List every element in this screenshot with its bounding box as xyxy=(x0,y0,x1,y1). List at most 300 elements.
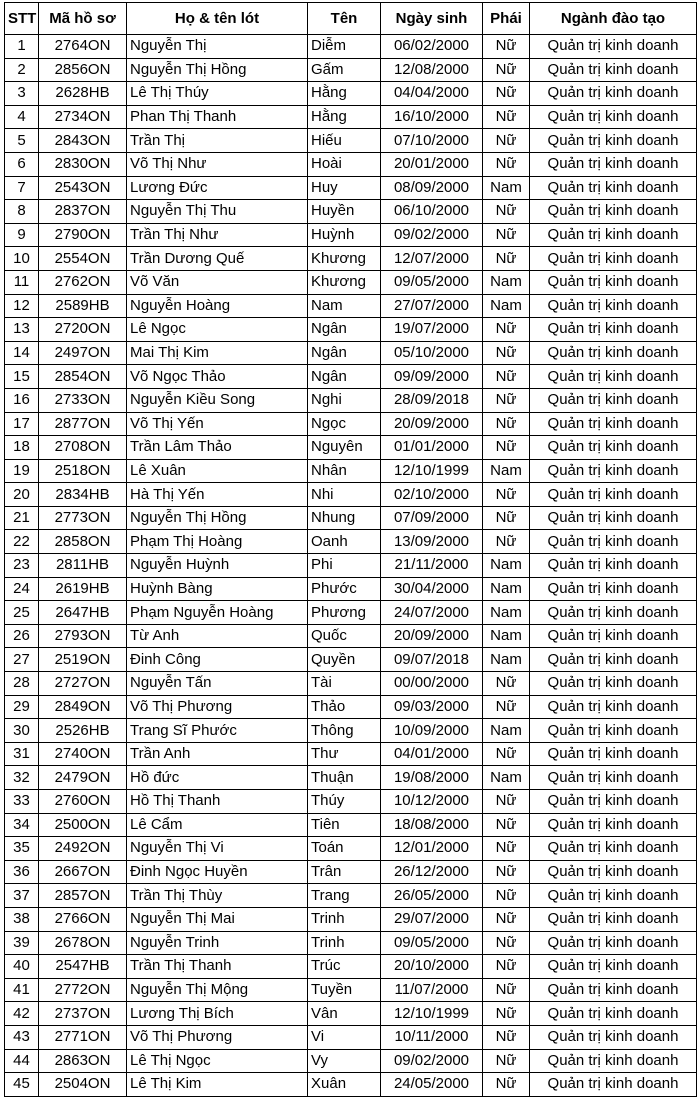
cell-nganh-dao-tao: Quản trị kinh doanh xyxy=(530,955,697,979)
cell-phai: Nam xyxy=(483,601,530,625)
cell-ho-ten-lot: Từ Anh xyxy=(127,624,308,648)
cell-ho-ten-lot: Lê Thị Thúy xyxy=(127,82,308,106)
cell-ho-ten-lot: Mai Thị Kim xyxy=(127,341,308,365)
cell-stt: 13 xyxy=(5,318,39,342)
table-row xyxy=(5,907,697,931)
student-list-sheet xyxy=(4,2,696,1097)
cell-nganh-dao-tao: Quản trị kinh doanh xyxy=(530,931,697,955)
cell-ho-ten-lot: Nguyễn Trinh xyxy=(127,931,308,955)
cell-phai: Nữ xyxy=(483,860,530,884)
cell-phai: Nữ xyxy=(483,35,530,59)
cell-ngay-sinh: 20/10/2000 xyxy=(381,955,483,979)
cell-ma-ho-so: 2830ON xyxy=(39,152,127,176)
cell-ma-ho-so: 2834HB xyxy=(39,483,127,507)
cell-ma-ho-so: 2479ON xyxy=(39,766,127,790)
header-ho-ten-lot: Họ & tên lót xyxy=(127,3,308,35)
cell-nganh-dao-tao: Quản trị kinh doanh xyxy=(530,459,697,483)
table-row xyxy=(5,388,697,412)
cell-ten: Hoài xyxy=(308,152,381,176)
cell-stt: 12 xyxy=(5,294,39,318)
cell-ten: Tài xyxy=(308,672,381,696)
cell-ngay-sinh: 07/10/2000 xyxy=(381,129,483,153)
table-row xyxy=(5,506,697,530)
cell-ho-ten-lot: Trang Sĩ Phước xyxy=(127,719,308,743)
table-row xyxy=(5,766,697,790)
cell-ma-ho-so: 2628HB xyxy=(39,82,127,106)
cell-nganh-dao-tao: Quản trị kinh doanh xyxy=(530,58,697,82)
cell-ngay-sinh: 09/09/2000 xyxy=(381,365,483,389)
cell-stt: 43 xyxy=(5,1025,39,1049)
cell-ten: Gấm xyxy=(308,58,381,82)
cell-ten: Nhi xyxy=(308,483,381,507)
cell-phai: Nữ xyxy=(483,695,530,719)
cell-ngay-sinh: 28/09/2018 xyxy=(381,388,483,412)
cell-ma-ho-so: 2854ON xyxy=(39,365,127,389)
cell-ma-ho-so: 2708ON xyxy=(39,436,127,460)
cell-ngay-sinh: 11/07/2000 xyxy=(381,978,483,1002)
cell-ho-ten-lot: Hồ đức xyxy=(127,766,308,790)
cell-ngay-sinh: 04/01/2000 xyxy=(381,742,483,766)
cell-ten: Nguyên xyxy=(308,436,381,460)
cell-ma-ho-so: 2858ON xyxy=(39,530,127,554)
table-row xyxy=(5,695,697,719)
table-row xyxy=(5,341,697,365)
cell-ho-ten-lot: Lê Thị Kim xyxy=(127,1073,308,1097)
cell-ten: Nhân xyxy=(308,459,381,483)
cell-ngay-sinh: 12/08/2000 xyxy=(381,58,483,82)
cell-stt: 3 xyxy=(5,82,39,106)
cell-ten: Trinh xyxy=(308,931,381,955)
cell-phai: Nữ xyxy=(483,82,530,106)
table-row xyxy=(5,837,697,861)
cell-ten: Thư xyxy=(308,742,381,766)
cell-nganh-dao-tao: Quản trị kinh doanh xyxy=(530,365,697,389)
table-row xyxy=(5,742,697,766)
cell-phai: Nữ xyxy=(483,742,530,766)
header-stt: STT xyxy=(5,3,39,35)
cell-ma-ho-so: 2877ON xyxy=(39,412,127,436)
cell-ngay-sinh: 10/09/2000 xyxy=(381,719,483,743)
cell-ma-ho-so: 2849ON xyxy=(39,695,127,719)
cell-ngay-sinh: 21/11/2000 xyxy=(381,554,483,578)
cell-ngay-sinh: 19/08/2000 xyxy=(381,766,483,790)
cell-ten: Vy xyxy=(308,1049,381,1073)
cell-phai: Nữ xyxy=(483,1049,530,1073)
cell-ten: Khương xyxy=(308,270,381,294)
table-row xyxy=(5,436,697,460)
cell-phai: Nữ xyxy=(483,223,530,247)
table-row xyxy=(5,601,697,625)
table-row xyxy=(5,955,697,979)
cell-stt: 20 xyxy=(5,483,39,507)
cell-ngay-sinh: 12/10/1999 xyxy=(381,459,483,483)
cell-stt: 1 xyxy=(5,35,39,59)
cell-ten: Trang xyxy=(308,884,381,908)
cell-phai: Nam xyxy=(483,554,530,578)
cell-ten: Hiếu xyxy=(308,129,381,153)
cell-nganh-dao-tao: Quản trị kinh doanh xyxy=(530,82,697,106)
cell-ma-ho-so: 2519ON xyxy=(39,648,127,672)
cell-phai: Nữ xyxy=(483,506,530,530)
cell-ngay-sinh: 20/09/2000 xyxy=(381,412,483,436)
cell-phai: Nữ xyxy=(483,388,530,412)
table-row xyxy=(5,58,697,82)
cell-ho-ten-lot: Võ Thị Như xyxy=(127,152,308,176)
cell-stt: 31 xyxy=(5,742,39,766)
cell-phai: Nữ xyxy=(483,200,530,224)
cell-stt: 28 xyxy=(5,672,39,696)
header-ten: Tên xyxy=(308,3,381,35)
cell-ma-ho-so: 2589HB xyxy=(39,294,127,318)
cell-ma-ho-so: 2733ON xyxy=(39,388,127,412)
cell-ho-ten-lot: Võ Văn xyxy=(127,270,308,294)
cell-ho-ten-lot: Nguyễn Thị Thu xyxy=(127,200,308,224)
cell-stt: 39 xyxy=(5,931,39,955)
cell-stt: 36 xyxy=(5,860,39,884)
table-row xyxy=(5,672,697,696)
cell-nganh-dao-tao: Quản trị kinh doanh xyxy=(530,294,697,318)
cell-nganh-dao-tao: Quản trị kinh doanh xyxy=(530,837,697,861)
cell-ngay-sinh: 19/07/2000 xyxy=(381,318,483,342)
cell-nganh-dao-tao: Quản trị kinh doanh xyxy=(530,105,697,129)
cell-stt: 44 xyxy=(5,1049,39,1073)
cell-phai: Nam xyxy=(483,176,530,200)
cell-stt: 40 xyxy=(5,955,39,979)
cell-ten: Vi xyxy=(308,1025,381,1049)
cell-ho-ten-lot: Lương Đức xyxy=(127,176,308,200)
cell-ngay-sinh: 08/09/2000 xyxy=(381,176,483,200)
cell-ten: Toán xyxy=(308,837,381,861)
table-row xyxy=(5,200,697,224)
cell-ho-ten-lot: Lê Thị Ngọc xyxy=(127,1049,308,1073)
cell-ho-ten-lot: Nguyễn Huỳnh xyxy=(127,554,308,578)
cell-nganh-dao-tao: Quản trị kinh doanh xyxy=(530,530,697,554)
table-row xyxy=(5,176,697,200)
cell-ma-ho-so: 2504ON xyxy=(39,1073,127,1097)
cell-ho-ten-lot: Đinh Công xyxy=(127,648,308,672)
cell-phai: Nữ xyxy=(483,1002,530,1026)
cell-nganh-dao-tao: Quản trị kinh doanh xyxy=(530,247,697,271)
cell-phai: Nam xyxy=(483,577,530,601)
cell-stt: 16 xyxy=(5,388,39,412)
cell-nganh-dao-tao: Quản trị kinh doanh xyxy=(530,318,697,342)
cell-stt: 33 xyxy=(5,790,39,814)
table-row xyxy=(5,577,697,601)
cell-ho-ten-lot: Võ Thị Phương xyxy=(127,1025,308,1049)
cell-ma-ho-so: 2526HB xyxy=(39,719,127,743)
cell-ten: Quyền xyxy=(308,648,381,672)
cell-ngay-sinh: 18/08/2000 xyxy=(381,813,483,837)
table-row xyxy=(5,648,697,672)
cell-ngay-sinh: 30/04/2000 xyxy=(381,577,483,601)
table-row xyxy=(5,483,697,507)
cell-ho-ten-lot: Nguyễn Tấn xyxy=(127,672,308,696)
cell-phai: Nữ xyxy=(483,129,530,153)
cell-ngay-sinh: 10/11/2000 xyxy=(381,1025,483,1049)
cell-ngay-sinh: 05/10/2000 xyxy=(381,341,483,365)
cell-ho-ten-lot: Trần Thị Thùy xyxy=(127,884,308,908)
table-row xyxy=(5,530,697,554)
cell-ho-ten-lot: Nguyễn Thị Mai xyxy=(127,907,308,931)
cell-ten: Hằng xyxy=(308,82,381,106)
cell-stt: 37 xyxy=(5,884,39,908)
cell-ngay-sinh: 29/07/2000 xyxy=(381,907,483,931)
cell-phai: Nữ xyxy=(483,813,530,837)
cell-nganh-dao-tao: Quản trị kinh doanh xyxy=(530,601,697,625)
cell-phai: Nữ xyxy=(483,58,530,82)
cell-stt: 27 xyxy=(5,648,39,672)
cell-ho-ten-lot: Hồ Thị Thanh xyxy=(127,790,308,814)
cell-ho-ten-lot: Nguyễn Thị xyxy=(127,35,308,59)
cell-ngay-sinh: 09/05/2000 xyxy=(381,931,483,955)
table-row xyxy=(5,152,697,176)
cell-phai: Nam xyxy=(483,459,530,483)
cell-phai: Nữ xyxy=(483,790,530,814)
cell-ngay-sinh: 12/07/2000 xyxy=(381,247,483,271)
cell-phai: Nữ xyxy=(483,436,530,460)
cell-ho-ten-lot: Trần Anh xyxy=(127,742,308,766)
cell-phai: Nữ xyxy=(483,341,530,365)
cell-ho-ten-lot: Lê Ngọc xyxy=(127,318,308,342)
cell-stt: 8 xyxy=(5,200,39,224)
cell-phai: Nam xyxy=(483,294,530,318)
cell-nganh-dao-tao: Quản trị kinh doanh xyxy=(530,648,697,672)
cell-ho-ten-lot: Nguyễn Thị Vi xyxy=(127,837,308,861)
cell-stt: 18 xyxy=(5,436,39,460)
cell-nganh-dao-tao: Quản trị kinh doanh xyxy=(530,978,697,1002)
cell-ho-ten-lot: Phan Thị Thanh xyxy=(127,105,308,129)
cell-ngay-sinh: 01/01/2000 xyxy=(381,436,483,460)
cell-phai: Nữ xyxy=(483,412,530,436)
cell-nganh-dao-tao: Quản trị kinh doanh xyxy=(530,907,697,931)
cell-ngay-sinh: 20/01/2000 xyxy=(381,152,483,176)
cell-ho-ten-lot: Võ Thị Yến xyxy=(127,412,308,436)
cell-ngay-sinh: 12/01/2000 xyxy=(381,837,483,861)
table-row xyxy=(5,1073,697,1097)
cell-phai: Nam xyxy=(483,766,530,790)
cell-ten: Xuân xyxy=(308,1073,381,1097)
student-table xyxy=(4,2,697,1097)
cell-ngay-sinh: 07/09/2000 xyxy=(381,506,483,530)
table-row xyxy=(5,294,697,318)
cell-stt: 5 xyxy=(5,129,39,153)
cell-ngay-sinh: 26/05/2000 xyxy=(381,884,483,908)
cell-phai: Nữ xyxy=(483,530,530,554)
cell-nganh-dao-tao: Quản trị kinh doanh xyxy=(530,860,697,884)
cell-stt: 17 xyxy=(5,412,39,436)
cell-nganh-dao-tao: Quản trị kinh doanh xyxy=(530,412,697,436)
cell-ten: Quốc xyxy=(308,624,381,648)
cell-ma-ho-so: 2678ON xyxy=(39,931,127,955)
cell-stt: 34 xyxy=(5,813,39,837)
cell-nganh-dao-tao: Quản trị kinh doanh xyxy=(530,483,697,507)
cell-ma-ho-so: 2843ON xyxy=(39,129,127,153)
cell-ten: Nhung xyxy=(308,506,381,530)
cell-ngay-sinh: 04/04/2000 xyxy=(381,82,483,106)
cell-ma-ho-so: 2547HB xyxy=(39,955,127,979)
cell-phai: Nữ xyxy=(483,837,530,861)
cell-stt: 25 xyxy=(5,601,39,625)
cell-ten: Huy xyxy=(308,176,381,200)
cell-ten: Ngân xyxy=(308,365,381,389)
table-row xyxy=(5,129,697,153)
cell-ho-ten-lot: Lương Thị Bích xyxy=(127,1002,308,1026)
cell-stt: 15 xyxy=(5,365,39,389)
cell-stt: 10 xyxy=(5,247,39,271)
cell-ma-ho-so: 2667ON xyxy=(39,860,127,884)
cell-ten: Thuận xyxy=(308,766,381,790)
cell-stt: 9 xyxy=(5,223,39,247)
cell-ten: Tuyền xyxy=(308,978,381,1002)
table-row xyxy=(5,719,697,743)
cell-ho-ten-lot: Võ Ngọc Thảo xyxy=(127,365,308,389)
cell-ngay-sinh: 09/02/2000 xyxy=(381,223,483,247)
cell-nganh-dao-tao: Quản trị kinh doanh xyxy=(530,719,697,743)
cell-ten: Hằng xyxy=(308,105,381,129)
cell-ma-ho-so: 2734ON xyxy=(39,105,127,129)
cell-ten: Ngân xyxy=(308,318,381,342)
table-row xyxy=(5,554,697,578)
cell-ho-ten-lot: Lê Cẩm xyxy=(127,813,308,837)
cell-ho-ten-lot: Lê Xuân xyxy=(127,459,308,483)
cell-nganh-dao-tao: Quản trị kinh doanh xyxy=(530,577,697,601)
cell-ma-ho-so: 2500ON xyxy=(39,813,127,837)
cell-ho-ten-lot: Nguyễn Hoàng xyxy=(127,294,308,318)
cell-ho-ten-lot: Đinh Ngọc Huyền xyxy=(127,860,308,884)
cell-nganh-dao-tao: Quản trị kinh doanh xyxy=(530,436,697,460)
cell-stt: 6 xyxy=(5,152,39,176)
cell-ten: Thúy xyxy=(308,790,381,814)
cell-stt: 14 xyxy=(5,341,39,365)
cell-ten: Thông xyxy=(308,719,381,743)
cell-phai: Nam xyxy=(483,719,530,743)
table-row xyxy=(5,82,697,106)
table-row xyxy=(5,223,697,247)
cell-ho-ten-lot: Nguyễn Kiều Song xyxy=(127,388,308,412)
cell-ma-ho-so: 2811HB xyxy=(39,554,127,578)
cell-phai: Nữ xyxy=(483,318,530,342)
cell-stt: 2 xyxy=(5,58,39,82)
cell-ngay-sinh: 09/05/2000 xyxy=(381,270,483,294)
table-row xyxy=(5,270,697,294)
cell-ten: Phi xyxy=(308,554,381,578)
cell-ngay-sinh: 24/07/2000 xyxy=(381,601,483,625)
cell-ma-ho-so: 2497ON xyxy=(39,341,127,365)
cell-ho-ten-lot: Trần Thị Thanh xyxy=(127,955,308,979)
cell-stt: 26 xyxy=(5,624,39,648)
cell-nganh-dao-tao: Quản trị kinh doanh xyxy=(530,35,697,59)
cell-ten: Huyền xyxy=(308,200,381,224)
cell-ho-ten-lot: Nguyễn Thị Mộng xyxy=(127,978,308,1002)
cell-ho-ten-lot: Võ Thị Phương xyxy=(127,695,308,719)
cell-ngay-sinh: 24/05/2000 xyxy=(381,1073,483,1097)
cell-stt: 41 xyxy=(5,978,39,1002)
table-row xyxy=(5,790,697,814)
table-header xyxy=(5,3,697,35)
cell-ten: Tiên xyxy=(308,813,381,837)
header-ngay-sinh: Ngày sinh xyxy=(381,3,483,35)
cell-ma-ho-so: 2554ON xyxy=(39,247,127,271)
cell-ten: Ngân xyxy=(308,341,381,365)
table-row xyxy=(5,1002,697,1026)
header-nganh-dao-tao: Ngành đào tạo xyxy=(530,3,697,35)
cell-phai: Nam xyxy=(483,648,530,672)
cell-ho-ten-lot: Trần Lâm Thảo xyxy=(127,436,308,460)
table-row xyxy=(5,884,697,908)
table-row xyxy=(5,459,697,483)
cell-phai: Nữ xyxy=(483,483,530,507)
cell-ma-ho-so: 2720ON xyxy=(39,318,127,342)
cell-ngay-sinh: 16/10/2000 xyxy=(381,105,483,129)
cell-ma-ho-so: 2760ON xyxy=(39,790,127,814)
cell-ngay-sinh: 00/00/2000 xyxy=(381,672,483,696)
cell-ma-ho-so: 2518ON xyxy=(39,459,127,483)
header-phai: Phái xyxy=(483,3,530,35)
cell-ma-ho-so: 2790ON xyxy=(39,223,127,247)
cell-stt: 4 xyxy=(5,105,39,129)
cell-ngay-sinh: 10/12/2000 xyxy=(381,790,483,814)
cell-ngay-sinh: 12/10/1999 xyxy=(381,1002,483,1026)
cell-stt: 7 xyxy=(5,176,39,200)
cell-nganh-dao-tao: Quản trị kinh doanh xyxy=(530,1073,697,1097)
cell-stt: 35 xyxy=(5,837,39,861)
cell-nganh-dao-tao: Quản trị kinh doanh xyxy=(530,152,697,176)
table-row xyxy=(5,860,697,884)
cell-nganh-dao-tao: Quản trị kinh doanh xyxy=(530,176,697,200)
cell-nganh-dao-tao: Quản trị kinh doanh xyxy=(530,129,697,153)
cell-stt: 38 xyxy=(5,907,39,931)
cell-phai: Nữ xyxy=(483,247,530,271)
cell-stt: 23 xyxy=(5,554,39,578)
cell-nganh-dao-tao: Quản trị kinh doanh xyxy=(530,1049,697,1073)
cell-stt: 29 xyxy=(5,695,39,719)
cell-ma-ho-so: 2863ON xyxy=(39,1049,127,1073)
cell-nganh-dao-tao: Quản trị kinh doanh xyxy=(530,624,697,648)
cell-ma-ho-so: 2856ON xyxy=(39,58,127,82)
table-row xyxy=(5,813,697,837)
cell-ten: Trinh xyxy=(308,907,381,931)
cell-phai: Nữ xyxy=(483,1073,530,1097)
cell-phai: Nữ xyxy=(483,978,530,1002)
cell-ten: Thảo xyxy=(308,695,381,719)
cell-stt: 42 xyxy=(5,1002,39,1026)
cell-nganh-dao-tao: Quản trị kinh doanh xyxy=(530,672,697,696)
cell-ma-ho-so: 2772ON xyxy=(39,978,127,1002)
cell-ten: Nam xyxy=(308,294,381,318)
cell-ten: Diễm xyxy=(308,35,381,59)
cell-ngay-sinh: 09/03/2000 xyxy=(381,695,483,719)
cell-nganh-dao-tao: Quản trị kinh doanh xyxy=(530,695,697,719)
cell-ten: Oanh xyxy=(308,530,381,554)
cell-ma-ho-so: 2762ON xyxy=(39,270,127,294)
cell-ten: Vân xyxy=(308,1002,381,1026)
cell-stt: 11 xyxy=(5,270,39,294)
cell-phai: Nữ xyxy=(483,1025,530,1049)
cell-nganh-dao-tao: Quản trị kinh doanh xyxy=(530,766,697,790)
cell-nganh-dao-tao: Quản trị kinh doanh xyxy=(530,506,697,530)
cell-phai: Nữ xyxy=(483,152,530,176)
table-row xyxy=(5,247,697,271)
cell-stt: 22 xyxy=(5,530,39,554)
table-row xyxy=(5,978,697,1002)
cell-ma-ho-so: 2773ON xyxy=(39,506,127,530)
cell-ngay-sinh: 20/09/2000 xyxy=(381,624,483,648)
table-body xyxy=(5,35,697,1097)
cell-ma-ho-so: 2740ON xyxy=(39,742,127,766)
cell-nganh-dao-tao: Quản trị kinh doanh xyxy=(530,388,697,412)
cell-nganh-dao-tao: Quản trị kinh doanh xyxy=(530,341,697,365)
cell-stt: 21 xyxy=(5,506,39,530)
